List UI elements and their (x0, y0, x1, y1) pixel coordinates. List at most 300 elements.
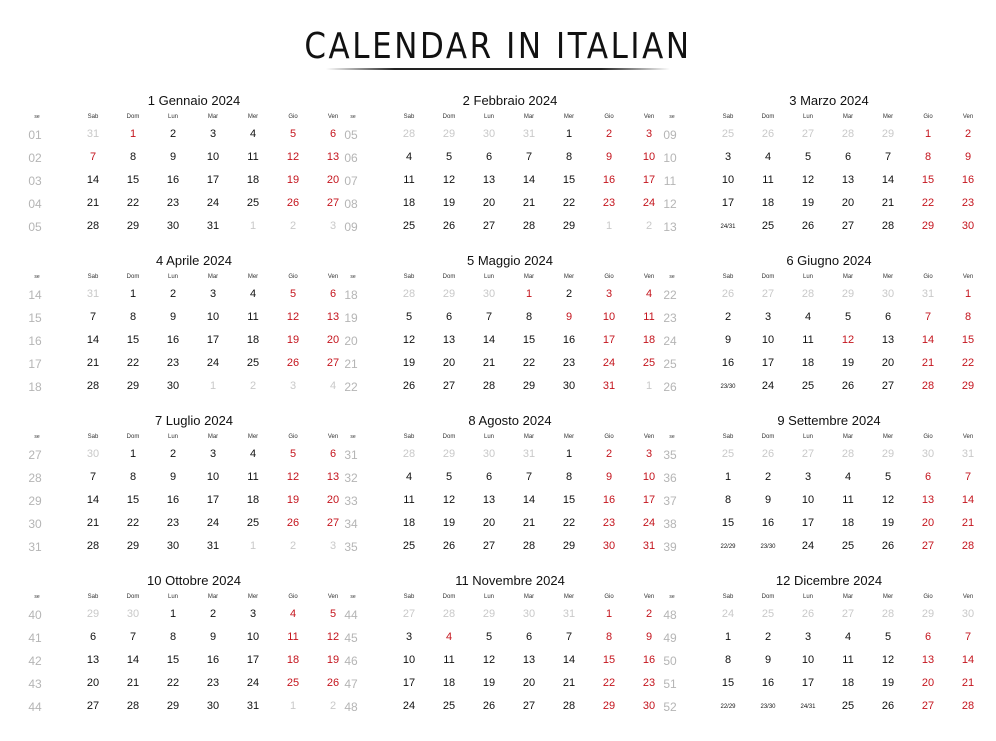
day-cell: 5 (445, 151, 453, 163)
day-cell: 1 (724, 471, 732, 483)
day-cell: 22 (126, 197, 140, 209)
week-row (28, 311, 355, 333)
day-cell: 9 (605, 151, 613, 163)
day-cell: 8 (605, 631, 613, 643)
day-cell: 25 (721, 448, 735, 460)
day-cell: 11 (643, 311, 655, 323)
day-cell: 31 (642, 540, 656, 552)
day-cell: 8 (565, 151, 573, 163)
day-cell: 20 (442, 357, 456, 369)
month-4 (28, 253, 355, 403)
day-cell: 6 (884, 311, 892, 323)
day-cell: 23 (642, 677, 656, 689)
day-cell: 24 (206, 357, 220, 369)
weekday-label: Sab (403, 594, 415, 600)
day-cell: 11 (287, 631, 299, 643)
day-cell: 8 (964, 311, 972, 323)
month-title: 7 Luglio 2024 (154, 413, 234, 428)
day-cell: 11 (802, 334, 814, 346)
day-cell: 4 (249, 128, 257, 140)
day-cell: 24 (721, 608, 735, 620)
weekday-label: Sab (403, 274, 415, 280)
week-number: 18 (344, 288, 358, 302)
day-cell: 15 (562, 174, 576, 186)
day-cell: 12 (442, 494, 456, 506)
week-number-header: se (350, 114, 356, 120)
day-cell: 30 (921, 448, 935, 460)
day-cell: 10 (206, 151, 220, 163)
day-cell: 28 (402, 288, 416, 300)
day-cell: 1 (249, 540, 257, 552)
day-cell: 12 (326, 631, 340, 643)
month-title: 4 Aprile 2024 (156, 253, 232, 268)
day-cell: 31 (86, 288, 100, 300)
day-cell: 3 (249, 608, 257, 620)
week-number: 12 (663, 197, 677, 211)
weekday-label: Gio (288, 274, 298, 280)
week-number: 08 (344, 197, 358, 211)
month-9 (663, 413, 990, 563)
week-number: 07 (344, 174, 358, 188)
day-cell: 9 (605, 471, 613, 483)
day-cell: 6 (844, 151, 852, 163)
day-cell: 26 (326, 677, 340, 689)
day-cell: 27 (86, 700, 100, 712)
day-cell: 13 (326, 471, 340, 483)
week-row (344, 334, 671, 356)
week-row (663, 540, 990, 562)
day-cell: 7 (89, 471, 97, 483)
month-title: 5 Maggio 2024 (466, 253, 553, 268)
week-number: 33 (344, 494, 358, 508)
day-cell: 19 (326, 654, 340, 666)
day-cell: 12 (286, 471, 300, 483)
day-cell: 1 (565, 128, 573, 140)
day-cell: 14 (881, 174, 895, 186)
day-cell: 27 (801, 448, 815, 460)
day-cell: 26 (482, 700, 496, 712)
month-12 (663, 573, 990, 723)
day-cell: 10 (721, 174, 735, 186)
weekday-label: Gio (604, 434, 614, 440)
day-cell: 12 (801, 174, 815, 186)
week-number: 45 (344, 631, 358, 645)
week-row (344, 357, 671, 379)
day-cell: 26 (286, 517, 300, 529)
weekday-label: Lun (167, 274, 178, 280)
day-cell: 7 (525, 151, 533, 163)
day-cell: 23 (206, 677, 220, 689)
week-row (344, 654, 671, 676)
week-row (28, 540, 355, 562)
week-row (28, 174, 355, 196)
day-cell: 24 (801, 540, 815, 552)
week-row (344, 540, 671, 562)
day-cell: 15 (126, 334, 140, 346)
month-title: 9 Settembre 2024 (777, 413, 881, 428)
week-number: 01 (28, 128, 42, 142)
day-cell: 26 (801, 608, 815, 620)
day-cell: 24 (642, 517, 656, 529)
week-number-header: se (669, 434, 675, 440)
week-number-header: se (34, 434, 40, 440)
day-cell: 30 (562, 380, 576, 392)
week-row (344, 700, 671, 722)
day-cell: 22 (126, 517, 140, 529)
day-cell: 13 (326, 311, 340, 323)
day-cell: 28 (801, 288, 815, 300)
weekday-label: Lun (802, 114, 813, 120)
day-cell: 27 (881, 380, 895, 392)
weekday-label: Mar (523, 594, 535, 600)
day-cell: 20 (86, 677, 100, 689)
weekday-label: Mar (523, 274, 535, 280)
week-number: 10 (663, 151, 677, 165)
weekday-label: Lun (802, 274, 813, 280)
weekday-label: Mer (882, 594, 894, 600)
day-cell: 2 (329, 700, 337, 712)
day-cell: 22 (126, 357, 140, 369)
day-cell: 13 (881, 334, 895, 346)
day-cell: 5 (804, 151, 812, 163)
week-row (28, 448, 355, 470)
day-cell: 30 (642, 700, 656, 712)
weekday-label: Ven (962, 274, 974, 280)
weekday-label: Dom (761, 274, 775, 280)
day-cell: 12 (841, 334, 855, 346)
day-cell: 27 (921, 700, 935, 712)
day-cell: 3 (405, 631, 413, 643)
day-cell: 16 (761, 517, 775, 529)
week-number-header: se (34, 274, 40, 280)
day-cell: 29 (921, 608, 935, 620)
day-cell: 9 (645, 631, 653, 643)
week-row (344, 288, 671, 310)
weekday-label: Ven (962, 594, 974, 600)
day-cell: 7 (565, 631, 573, 643)
day-cell: 5 (329, 608, 337, 620)
day-cell: 31 (246, 700, 260, 712)
day-cell: 17 (246, 654, 260, 666)
weekday-label: Mar (842, 274, 854, 280)
weekday-label: Mer (882, 114, 894, 120)
day-cell: 22/29 (720, 704, 736, 710)
day-cell: 21 (86, 197, 100, 209)
day-cell: 13 (482, 174, 496, 186)
day-cell: 29 (166, 700, 180, 712)
day-cell: 14 (522, 494, 536, 506)
day-cell: 24 (402, 700, 416, 712)
day-cell: 10 (801, 654, 815, 666)
week-number: 02 (28, 151, 42, 165)
weekday-label: Ven (327, 434, 339, 440)
week-number: 30 (28, 517, 42, 531)
day-cell: 31 (602, 380, 616, 392)
day-cell: 20 (482, 517, 496, 529)
weekday-label: Sab (722, 434, 734, 440)
day-cell: 3 (329, 220, 337, 232)
weekday-label: Mar (842, 594, 854, 600)
week-number: 29 (28, 494, 42, 508)
day-cell: 26 (286, 357, 300, 369)
day-cell: 9 (169, 311, 177, 323)
day-cell: 29 (562, 540, 576, 552)
weekday-label: Sab (722, 114, 734, 120)
day-cell: 21 (86, 517, 100, 529)
day-cell: 1 (565, 448, 573, 460)
day-cell: 1 (129, 128, 137, 140)
weekday-label: Mar (523, 434, 535, 440)
day-cell: 22 (961, 357, 975, 369)
week-number: 16 (28, 334, 42, 348)
day-cell: 7 (884, 151, 892, 163)
day-cell: 10 (761, 334, 775, 346)
day-cell: 24 (206, 197, 220, 209)
day-cell: 26 (442, 540, 456, 552)
week-number: 35 (344, 540, 358, 554)
day-cell: 9 (169, 471, 177, 483)
day-cell: 7 (924, 311, 932, 323)
weekday-label: Dom (761, 594, 775, 600)
day-cell: 6 (329, 448, 337, 460)
day-cell: 12 (881, 654, 895, 666)
day-cell: 26 (286, 197, 300, 209)
week-row (28, 151, 355, 173)
day-cell: 1 (129, 288, 137, 300)
day-cell: 26 (761, 448, 775, 460)
day-cell: 13 (921, 494, 935, 506)
day-cell: 27 (761, 288, 775, 300)
day-cell: 4 (405, 471, 413, 483)
week-row (663, 288, 990, 310)
day-cell: 7 (89, 311, 97, 323)
day-cell: 23 (562, 357, 576, 369)
day-cell: 15 (721, 677, 735, 689)
week-row (28, 494, 355, 516)
day-cell: 16 (602, 174, 616, 186)
day-cell: 25 (402, 540, 416, 552)
day-cell: 23 (602, 197, 616, 209)
week-number: 41 (28, 631, 42, 645)
day-cell: 10 (206, 471, 220, 483)
day-cell: 29 (442, 288, 456, 300)
day-cell: 9 (209, 631, 217, 643)
day-cell: 20 (522, 677, 536, 689)
weekday-label: Dom (761, 434, 775, 440)
week-row (28, 608, 355, 630)
day-cell: 2 (289, 220, 297, 232)
week-row (663, 311, 990, 333)
day-cell: 28 (961, 540, 975, 552)
weekday-label: Lun (167, 594, 178, 600)
day-cell: 28 (522, 540, 536, 552)
week-number: 24 (663, 334, 677, 348)
day-cell: 2 (169, 128, 177, 140)
day-cell: 30 (602, 540, 616, 552)
weekday-label: Lun (483, 594, 494, 600)
day-cell: 8 (169, 631, 177, 643)
day-cell: 30 (166, 380, 180, 392)
weekday-label: Sab (87, 594, 99, 600)
weekday-label: Lun (167, 434, 178, 440)
day-cell: 28 (86, 540, 100, 552)
day-cell: 8 (129, 311, 137, 323)
day-cell: 14 (562, 654, 576, 666)
week-number: 48 (344, 700, 358, 714)
day-cell: 3 (209, 288, 217, 300)
day-cell: 15 (602, 654, 616, 666)
weekday-label: Gio (604, 114, 614, 120)
week-number: 44 (28, 700, 42, 714)
week-row (344, 151, 671, 173)
month-1 (28, 93, 355, 243)
day-cell: 8 (924, 151, 932, 163)
week-row (28, 677, 355, 699)
day-cell: 26 (402, 380, 416, 392)
day-cell: 22 (522, 357, 536, 369)
day-cell: 16 (642, 654, 656, 666)
day-cell: 26 (841, 380, 855, 392)
day-cell: 30 (482, 128, 496, 140)
day-cell: 17 (602, 334, 616, 346)
day-cell: 1 (209, 380, 217, 392)
weekday-label: Mer (247, 274, 259, 280)
day-cell: 30 (482, 288, 496, 300)
day-cell: 3 (645, 128, 653, 140)
day-cell: 29 (841, 288, 855, 300)
day-cell: 28 (562, 700, 576, 712)
title-underline (326, 68, 670, 70)
day-cell: 5 (485, 631, 493, 643)
day-cell: 23 (602, 517, 616, 529)
week-row (28, 288, 355, 310)
week-number: 26 (663, 380, 677, 394)
day-cell: 29 (126, 380, 140, 392)
weekday-label: Dom (126, 594, 140, 600)
day-cell: 27 (841, 608, 855, 620)
week-row (344, 517, 671, 539)
day-cell: 10 (402, 654, 416, 666)
day-cell: 24 (761, 380, 775, 392)
day-cell: 25 (761, 220, 775, 232)
day-cell: 8 (565, 471, 573, 483)
day-cell: 20 (326, 334, 340, 346)
day-cell: 14 (482, 334, 496, 346)
day-cell: 18 (286, 654, 300, 666)
day-cell: 14 (961, 654, 975, 666)
weekday-label: Ven (643, 114, 655, 120)
month-title: 10 Ottobre 2024 (147, 573, 241, 588)
weekday-label: Mer (247, 114, 259, 120)
day-cell: 23/30 (760, 544, 776, 550)
day-cell: 19 (881, 677, 895, 689)
day-cell: 28 (841, 128, 855, 140)
day-cell: 17 (801, 517, 815, 529)
day-cell: 1 (605, 608, 613, 620)
day-cell: 2 (209, 608, 217, 620)
day-cell: 11 (443, 654, 455, 666)
day-cell: 21 (522, 197, 536, 209)
day-cell: 26 (761, 128, 775, 140)
day-cell: 5 (289, 128, 297, 140)
day-cell: 25 (721, 128, 735, 140)
week-number: 27 (28, 448, 42, 462)
day-cell: 30 (961, 220, 975, 232)
week-number: 52 (663, 700, 677, 714)
weekday-label: Gio (923, 594, 933, 600)
week-row (663, 608, 990, 630)
day-cell: 4 (445, 631, 453, 643)
week-row (344, 128, 671, 150)
day-cell: 16 (206, 654, 220, 666)
day-cell: 11 (842, 494, 854, 506)
day-cell: 25 (286, 677, 300, 689)
day-cell: 29 (442, 128, 456, 140)
day-cell: 12 (286, 311, 300, 323)
day-cell: 4 (764, 151, 772, 163)
week-row (663, 151, 990, 173)
day-cell: 31 (921, 288, 935, 300)
weekday-label: Mer (247, 434, 259, 440)
week-row (663, 677, 990, 699)
day-cell: 3 (329, 540, 337, 552)
weekday-label: Gio (923, 274, 933, 280)
month-5 (344, 253, 671, 403)
weekday-label: Ven (962, 114, 974, 120)
day-cell: 18 (246, 174, 260, 186)
day-cell: 4 (249, 288, 257, 300)
day-cell: 17 (801, 677, 815, 689)
weekday-label: Mar (207, 274, 219, 280)
month-title: 6 Giugno 2024 (786, 253, 872, 268)
day-cell: 20 (921, 677, 935, 689)
week-number-header: se (669, 114, 675, 120)
day-cell: 29 (442, 448, 456, 460)
day-cell: 10 (206, 311, 220, 323)
weekday-label: Gio (288, 434, 298, 440)
day-cell: 17 (206, 494, 220, 506)
week-number: 35 (663, 448, 677, 462)
day-cell: 30 (166, 220, 180, 232)
day-cell: 2 (764, 631, 772, 643)
day-cell: 6 (924, 631, 932, 643)
weekday-label: Ven (643, 434, 655, 440)
day-cell: 4 (844, 471, 852, 483)
day-cell: 19 (482, 677, 496, 689)
week-number: 51 (663, 677, 677, 691)
weekday-label: Mar (207, 434, 219, 440)
week-number: 23 (663, 311, 677, 325)
week-number: 17 (28, 357, 42, 371)
day-cell: 4 (804, 311, 812, 323)
month-11 (344, 573, 671, 723)
day-cell: 29 (522, 380, 536, 392)
weekday-label: Mar (523, 114, 535, 120)
weekday-label: Ven (327, 594, 339, 600)
day-cell: 9 (169, 151, 177, 163)
day-cell: 21 (921, 357, 935, 369)
week-number: 04 (28, 197, 42, 211)
day-cell: 15 (166, 654, 180, 666)
week-row (344, 448, 671, 470)
week-number-header: se (350, 594, 356, 600)
day-cell: 11 (247, 311, 259, 323)
day-cell: 28 (841, 448, 855, 460)
week-row (344, 677, 671, 699)
day-cell: 23 (961, 197, 975, 209)
day-cell: 26 (721, 288, 735, 300)
weekday-label: Mar (842, 114, 854, 120)
